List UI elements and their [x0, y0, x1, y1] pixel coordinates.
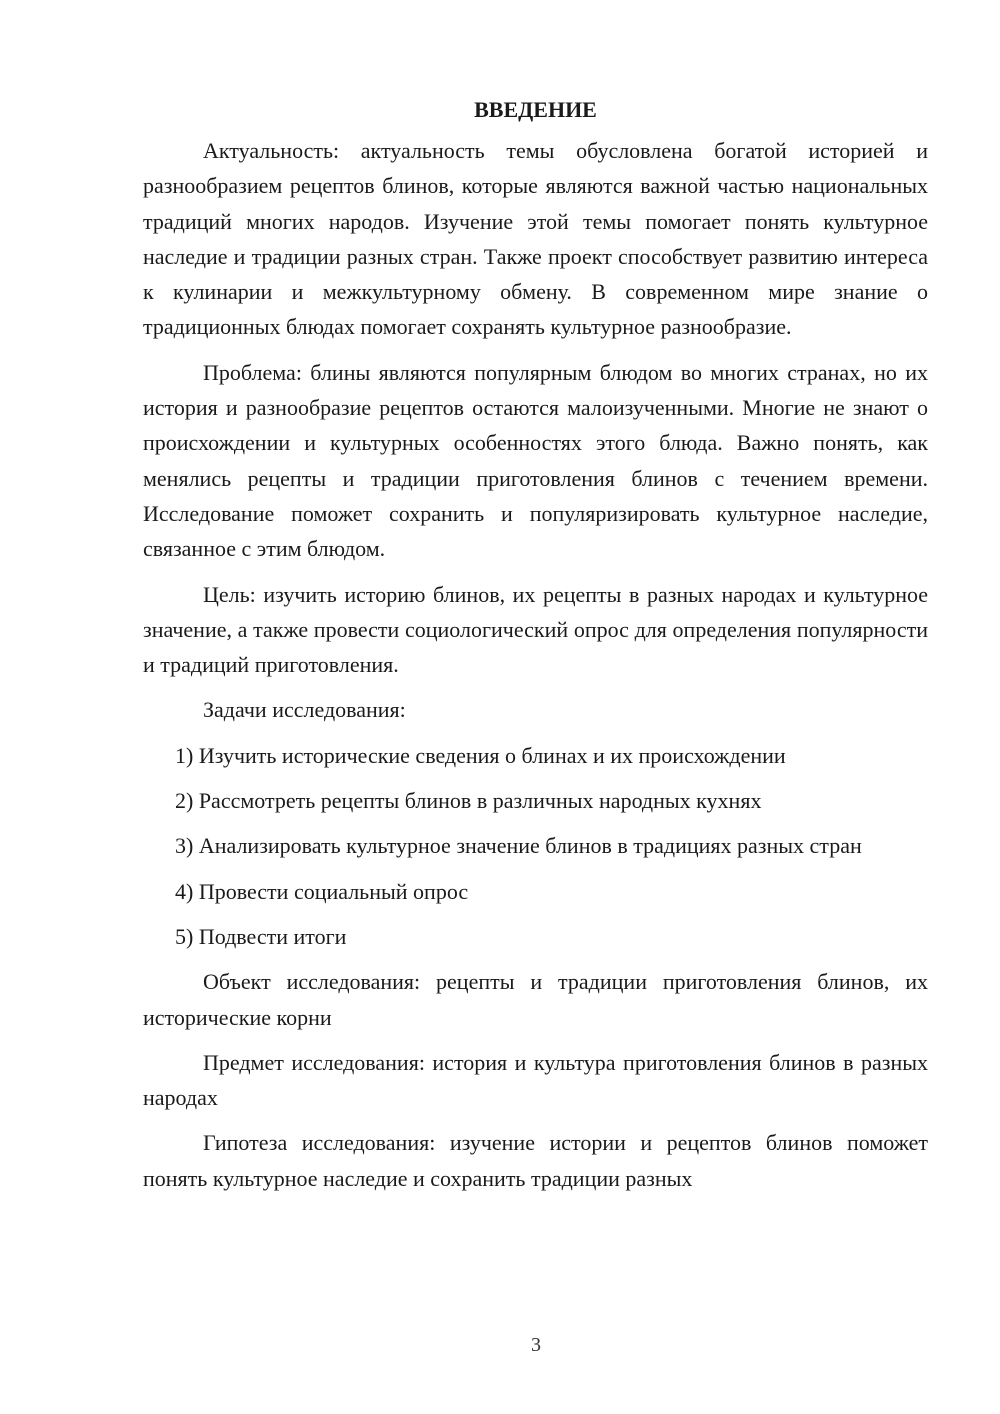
paragraph-goal: Цель: изучить историю блинов, их рецепты в разных народах и культурное значение, а также провести социологический опрос для определения популярности и традиций приготовления. [143, 581, 928, 678]
task-item: 4) Провести социальный опрос [175, 878, 469, 904]
paragraph-object: Объект исследования: рецепты и традиции приготовления блинов, их исторические корни [143, 969, 928, 1030]
section-title: ВВЕДЕНИЕ [474, 97, 597, 122]
task-item: 3) Анализировать культурное значение блинов в традициях разных стран [175, 833, 862, 859]
task-item: 2) Рассмотреть рецепты блинов в различных народных кухнях [175, 788, 762, 814]
paragraph-problem: Проблема: блины являются популярным блюдом во многих странах, но их история и разнообразие рецептов остаются малоизученными. Многие не знают о происхождении и культурных особенностях этого блюда. Важно понять, как менялись рецепты и традиции приготовления блинов с течением времени. Исследование поможет сохранить и популяризировать культурное наследие, связанное с этим блюдом. [143, 359, 928, 562]
paragraph-hypothesis: Гипотеза исследования: изучение истории и рецептов блинов поможет понять культурное наследие и сохранить традиции разных [143, 1130, 928, 1191]
page-number: 3 [531, 1334, 541, 1356]
paragraph-relevance: Актуальность: актуальность темы обусловлена богатой историей и разнообразием рецептов блинов, которые являются важной частью национальных традиций многих народов. Изучение этой темы помогает понять культурное наследие и традиции разных стран. Также проект способствует развитию интереса к кулинарии и межкультурному обмену. В современном мире знание о традиционных блюдах помогает сохранять культурное разнообразие. [143, 138, 928, 340]
paragraph-subject: Предмет исследования: история и культура приготовления блинов в разных народах [143, 1049, 928, 1111]
document-page [143, 92, 928, 1322]
paragraph-tasks-heading: Задачи исследования: [203, 697, 406, 723]
task-item: 1) Изучить исторические сведения о блинах и их происхождении [175, 742, 786, 768]
task-item: 5) Подвести итоги [175, 923, 347, 949]
